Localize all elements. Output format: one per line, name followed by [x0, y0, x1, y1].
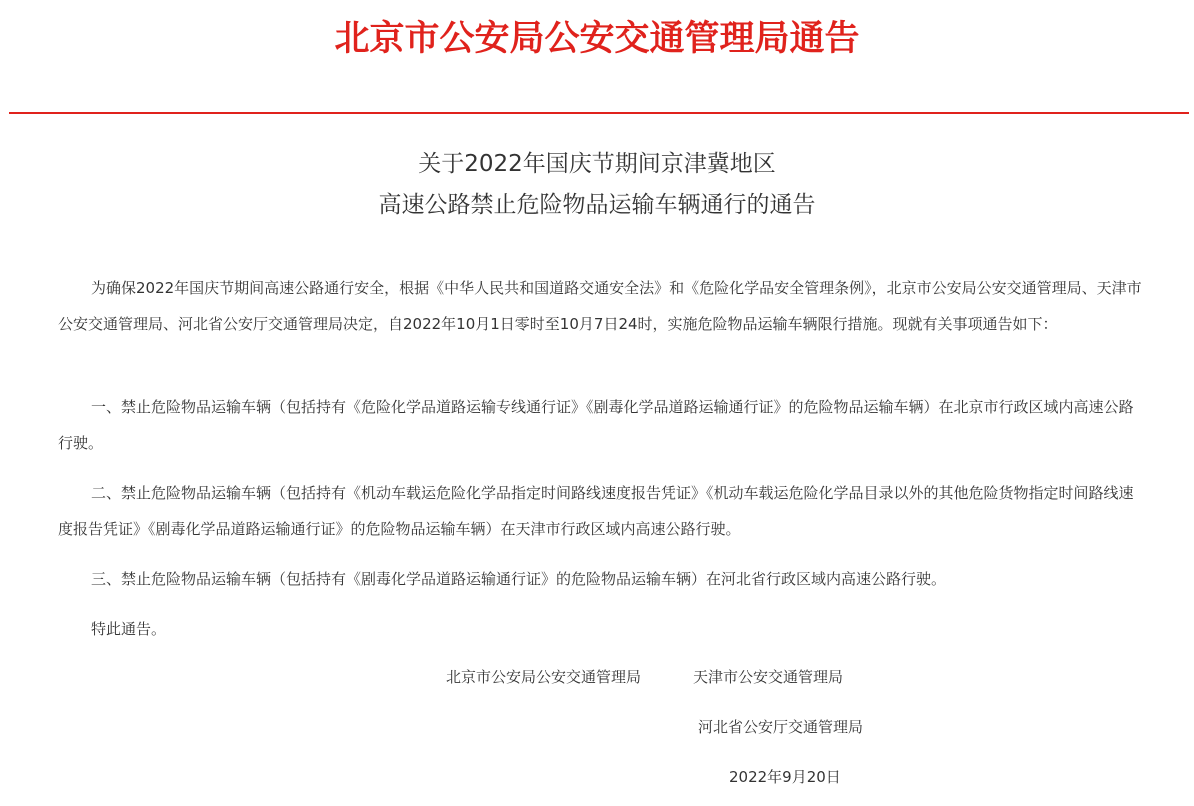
paragraph-item-2: 二、禁止危险物品运输车辆（包括持有《机动车载运危险化学品指定时间路线速度报告凭证》《机动车载运危险化学品目录以外的其他危险货物指定时间路线速度报告凭证》《剧毒化学品道路运输通行证》的危险物品运输车辆）在天津市行政区域内高速公路行驶。 [58, 484, 1134, 538]
issuer-header-title: 北京市公安局公安交通管理局通告 [334, 19, 860, 59]
paragraph-intro: 为确保2022年国庆节期间高速公路通行安全，根据《中华人民共和国道路交通安全法》和《危险化学品安全管理条例》，北京市公安局公安交通管理局、天津市公安交通管理局、河北省公安厅交通管理局决定，自2022年10月1日零时至10月7日24时，实施危险物品运输车辆限行措施。现就有关事项通告如下： [58, 279, 1142, 333]
header-divider [9, 112, 1189, 114]
signature-date: 2022年9月20日 [729, 768, 841, 786]
paragraph-item-1: 一、禁止危险物品运输车辆（包括持有《危险化学品道路运输专线通行证》《剧毒化学品道路运输通行证》的危险物品运输车辆）在北京市行政区域内高速公路行驶。 [58, 398, 1134, 452]
signature-hebei-bureau: 河北省公安厅交通管理局 [698, 718, 864, 736]
paragraph-item-3: 三、禁止危险物品运输车辆（包括持有《剧毒化学品道路运输通行证》的危险物品运输车辆）在河北省行政区域内高速公路行驶。 [91, 570, 947, 588]
document-title-line-1: 关于2022年国庆节期间京津冀地区 [418, 151, 776, 177]
document-title-line-2: 高速公路禁止危险物品运输车辆通行的通告 [378, 192, 816, 218]
paragraph-closing: 特此通告。 [91, 620, 167, 638]
signature-beijing-bureau: 北京市公安局公安交通管理局 [446, 668, 642, 686]
signature-tianjin-bureau: 天津市公安交通管理局 [693, 668, 844, 686]
